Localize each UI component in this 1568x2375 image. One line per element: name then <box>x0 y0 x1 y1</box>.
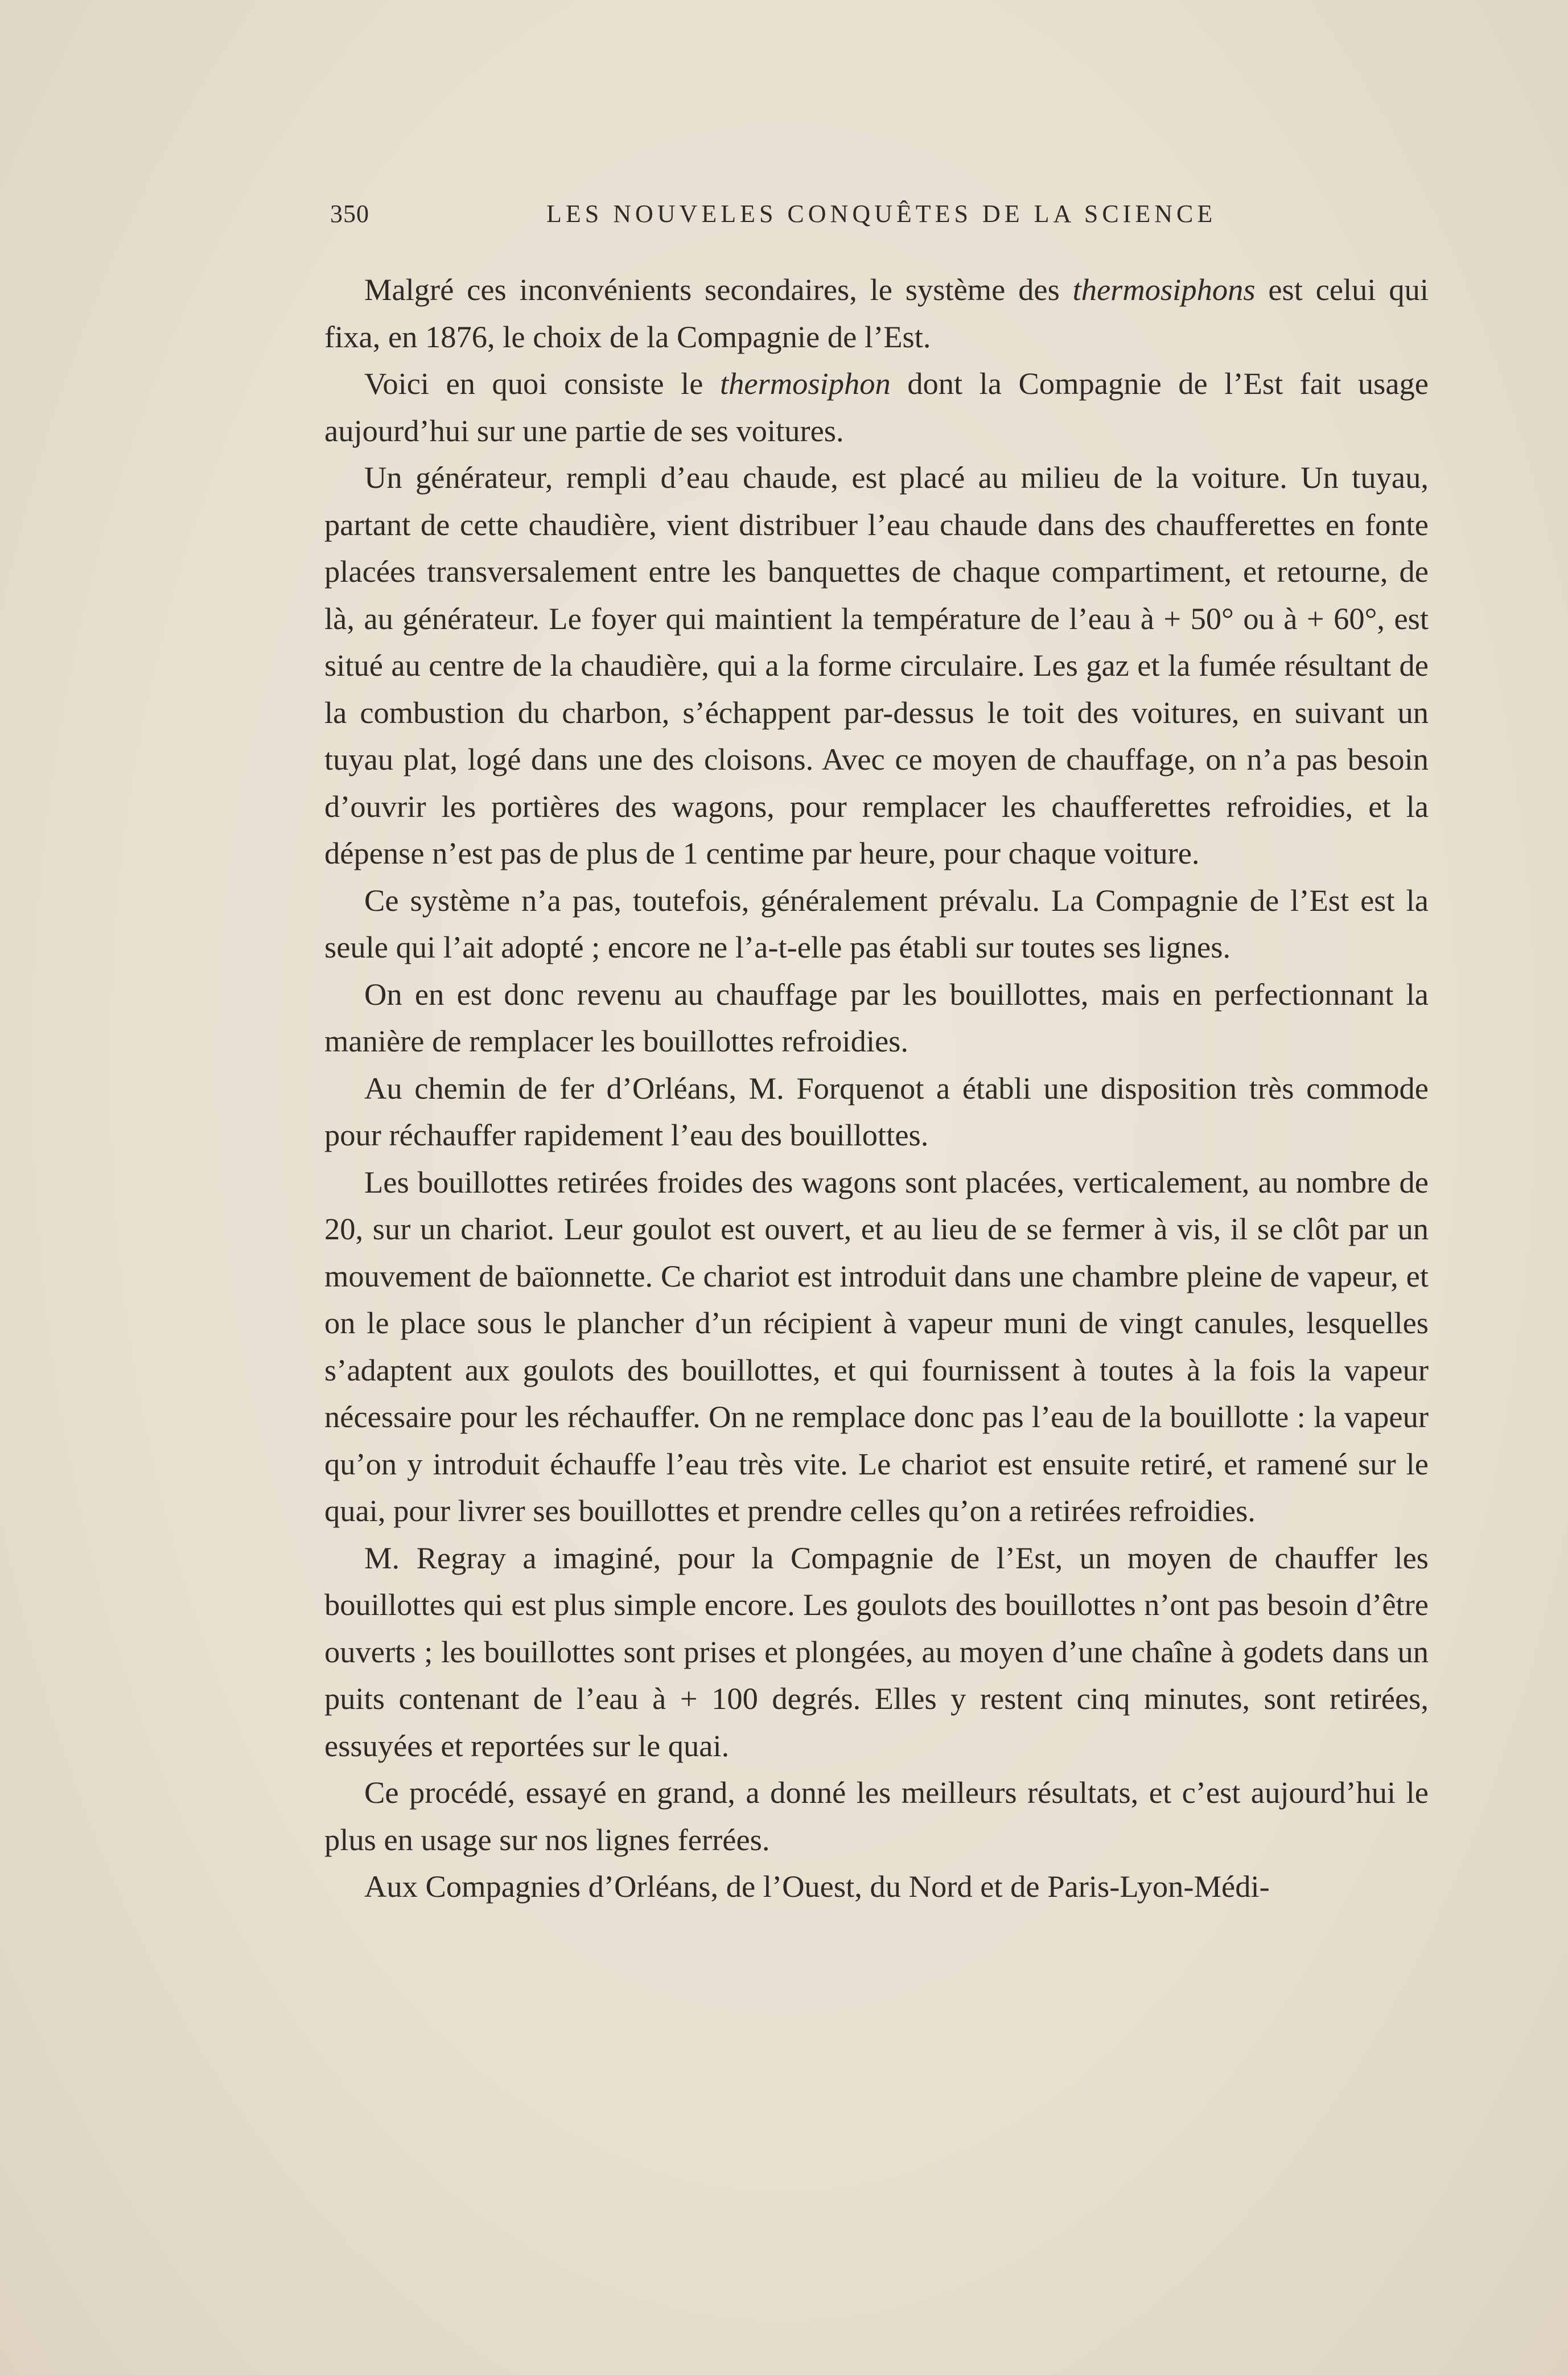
paragraph: On en est donc revenu au chauffage par les bouillottes, mais en perfectionnant la manière de remplacer les bouillottes refroidies. <box>324 976 1429 1058</box>
paragraph: Aux Compagnies d’Orléans, de l’Ouest, du Nord et de Paris-Lyon-Médi- <box>364 1869 1270 1904</box>
paragraph: Un générateur, rempli d’eau chaude, est placé au milieu de la voiture. Un tuyau, partant de cette chaudière, vient distribuer l’eau chaude dans des chaufferettes en fonte placées transversalement entre les banquettes de chaque compartiment, et retourne, de là, au générateur. Le foyer qui maintient la température de l’eau à + 50° ou à + 60°, est situé au centre de la chaudière, qui a la forme circulaire. Les gaz et la fumée résultant de la combustion du charbon, s’échappent par-dessus le toit des voitures, en suivant un tuyau plat, logé dans une des cloisons. Avec ce moyen de chauffage, on n’a pas besoin d’ouvrir les portières des wagons, pour remplacer les chaufferettes refroidies, et la dépense n’est pas de plus de 1 centime par heure, pour chaque voiture. <box>324 460 1429 870</box>
paragraph: Ce procédé, essayé en grand, a donné les meilleurs résultats, et c’est aujourd’hui le plus en usage sur nos lignes ferrées. <box>324 1775 1429 1857</box>
page-content <box>324 199 1429 1910</box>
italic-term: thermosiphon <box>719 366 891 401</box>
paragraph: Voici en quoi consiste le thermosiphon dont la Compagnie de l’Est fait usage aujourd’hui sur une partie de ses voitures. <box>324 366 1429 448</box>
paragraph: Les bouillottes retirées froides des wagons sont placées, verticalement, au nombre de 20, sur un chariot. Leur goulot est ouvert, et au lieu de se fermer à vis, il se clôt par un mouvement de baïonnette. Ce chariot est introduit dans une chambre pleine de vapeur, et on le place sous le plancher d’un récipient à vapeur muni de vingt canules, lesquelles s’adaptent aux goulots des bouillottes, et qui fournissent à toutes à la fois la vapeur nécessaire pour les réchauffer. On ne remplace donc pas l’eau de la bouillotte : la vapeur qu’on y introduit échauffe l’eau très vite. Le chariot est ensuite retiré, et ramené sur le quai, pour livrer ses bouillottes et prendre celles qu’on a retirées refroidies. <box>324 1164 1429 1528</box>
paragraph: M. Regray a imaginé, pour la Compagnie de l’Est, un moyen de chauffer les bouillottes qui est plus simple encore. Les goulots des bouillottes n’ont pas besoin d’être ouverts ; les bouillottes sont prises et plongées, au moyen d’une chaîne à godets dans un puits contenant de l’eau à + 100 degrés. Elles y restent cinq minutes, sont retirées, essuyées et reportées sur le quai. <box>324 1540 1429 1763</box>
running-head <box>324 199 1429 239</box>
paragraph: Malgré ces inconvénients secondaires, le système des thermosiphons est celui qui fixa, en 1876, le choix de la Compagnie de l’Est. <box>324 272 1429 354</box>
italic-term: thermosiphons <box>1072 272 1256 307</box>
paragraph: Au chemin de fer d’Orléans, M. Forquenot a établi une disposition très commode pour réchauffer rapidement l’eau des bouillottes. <box>324 1070 1429 1152</box>
running-title: LES NOUVELES CONQUÊTES DE LA SCIENCE <box>546 200 1217 228</box>
paragraph: Ce système n’a pas, toutefois, généralement prévalu. La Compagnie de l’Est est la seule qui l’ait adopté ; encore ne l’a-t-elle pas établi sur toutes ses lignes. <box>324 882 1429 964</box>
page-number: 350 <box>330 200 369 228</box>
body-text <box>324 266 1429 1910</box>
